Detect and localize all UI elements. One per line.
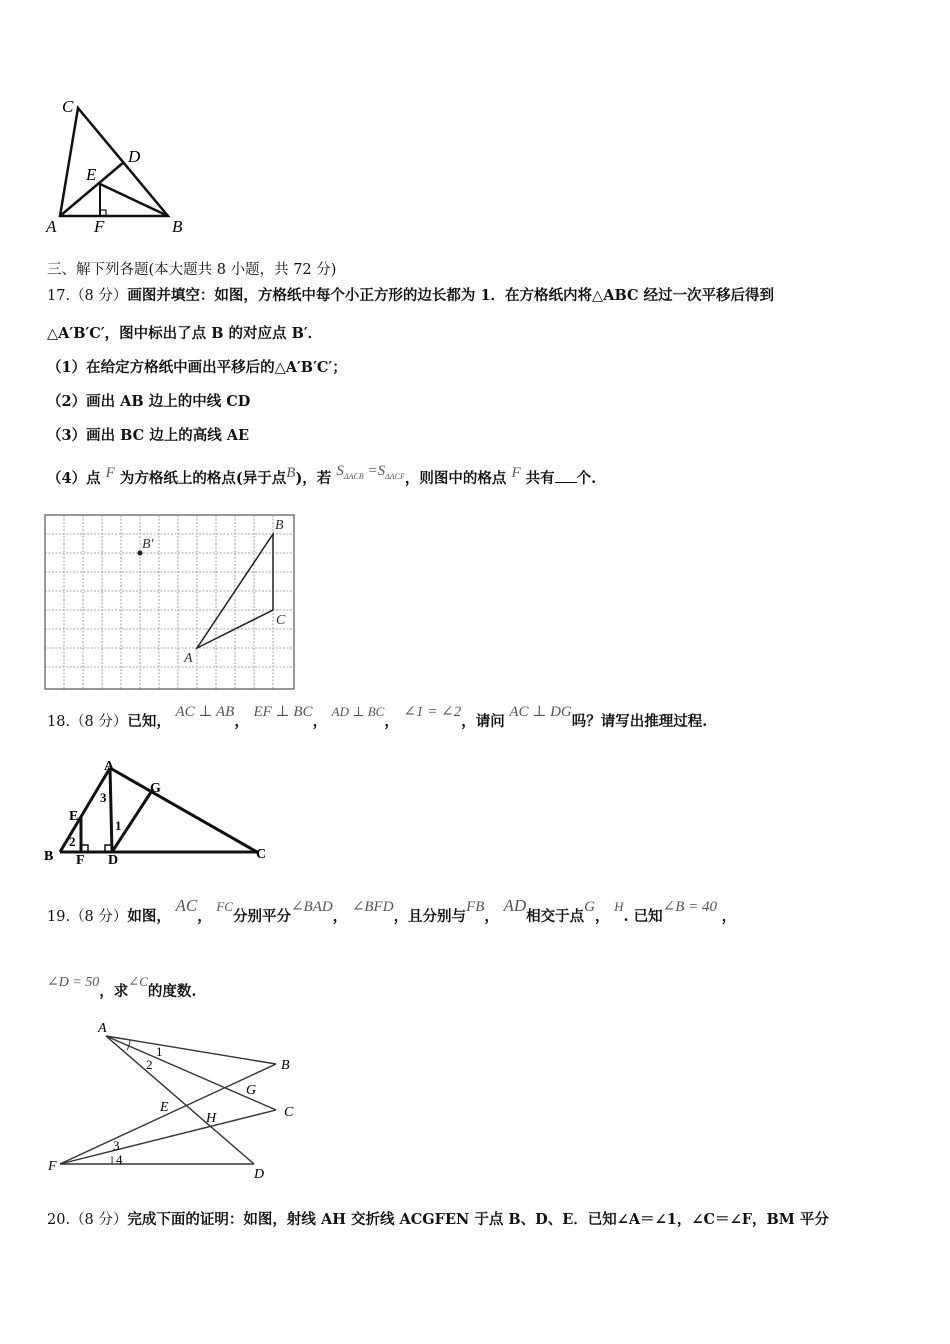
q18-label-C: C [256, 847, 267, 862]
q19-label-C: C [284, 1105, 294, 1120]
q19-text-7: 的度数. [147, 983, 197, 1000]
q19-math-H: H [614, 899, 624, 914]
q20-number: 20. [47, 1212, 71, 1228]
q17-sub4-part-f: 个. [576, 470, 597, 487]
q17-sub4-part-b: 为方格纸上的格点(异于点 [119, 470, 287, 487]
q18-label-B: B [44, 849, 54, 864]
q19-sep-4: ， [595, 908, 610, 925]
q18-label-2: 2 [69, 834, 76, 849]
q19-math-AD: AD [503, 896, 527, 915]
q18-text-3: 吗？请写出推理过程. [571, 713, 708, 730]
q18-math-5: AC ⊥ DG [509, 704, 572, 720]
q17-sub4-point-F2: F [511, 465, 521, 481]
q19-text-2: 分别平分 [232, 908, 291, 925]
q19-math-AC: AC [175, 896, 198, 915]
q18-label-E: E [69, 809, 79, 824]
q19-label-1: 1 [156, 1044, 163, 1059]
q19-math-G: G [584, 899, 596, 915]
grid-label-C: C [276, 613, 286, 628]
q19-math-angle-B: ∠B = 40 [662, 899, 717, 915]
q17-sub1: （1）在给定方格纸中画出平移后的△A′B′C′； [47, 359, 347, 376]
q17-area-S1: S [336, 463, 344, 479]
grid-label-B: B [275, 518, 284, 533]
section-title: 三、解下列各题(本大题共 8 小题，共 72 分) [47, 262, 337, 278]
q18-label-3: 3 [100, 790, 107, 805]
q19-label-4: 4 [116, 1152, 123, 1167]
q18-label-A: A [104, 759, 115, 774]
q17-area-S2: S [377, 463, 386, 479]
q19-sep-2: ， [332, 908, 348, 925]
q19-math-angle-D: ∠D = 50 [47, 975, 100, 990]
q20-text: 完成下面的证明：如图，射线 AH 交折线 ACGFEN 于点 B、D、E．已知∠A＝∠1，∠C＝∠F，BM 平分 [127, 1211, 829, 1228]
q18-figure [42, 756, 272, 868]
q17-text-line1: 画图并填空：如图，方格纸中每个小正方形的边长都为 1．在方格纸内将△ABC 经过一次平移后得到 [127, 287, 775, 304]
q19-label-A: A [98, 1021, 107, 1036]
q19-sep-3: ， [484, 908, 499, 925]
q17-area-eq: = [367, 463, 378, 479]
q18-number: 18. [47, 714, 71, 730]
q19-label-G: G [246, 1083, 257, 1098]
q19-points: （8 分） [70, 909, 128, 925]
q17-area-S2-sub: ΔACF [385, 472, 405, 481]
q18-math-4: ∠1 = ∠2 [403, 704, 462, 720]
q19-text-1: 如图， [127, 908, 171, 925]
q20-points: （8 分） [70, 1212, 128, 1228]
q19-sep-5: ， [721, 908, 737, 925]
top-label-B: B [172, 217, 183, 236]
q17-area-S1-sub: ΔACB [343, 472, 364, 481]
q17-sub4-part-a: （4）点 [47, 470, 101, 487]
q19-label-H: H [206, 1111, 217, 1126]
q17-number: 17. [47, 288, 71, 304]
q18-math-3: AD ⊥ BC [331, 704, 385, 719]
grid-label-Bprime: B′ [142, 537, 154, 552]
q19-sep-1: ， [197, 908, 212, 925]
q18-line [47, 704, 708, 732]
q18-points: （8 分） [70, 714, 128, 730]
q18-label-D: D [108, 853, 119, 868]
top-label-F: F [94, 217, 105, 236]
q17-area-equation [336, 463, 405, 479]
q19-math-FB: FB [466, 899, 485, 915]
top-label-A: A [46, 217, 57, 236]
q17-sub4-point-F: F [105, 465, 115, 481]
q19-text-4: 相交于点 [526, 908, 585, 925]
q18-text-1: 已知， [127, 713, 171, 730]
q17-sub2: （2）画出 AB 边上的中线 CD [47, 393, 251, 410]
q19-line2 [47, 974, 197, 1003]
q19-math-BFD: ∠BFD [351, 899, 394, 915]
q19-text-5: . 已知 [623, 908, 663, 925]
grid-label-A: A [184, 651, 193, 666]
q17-sub4 [47, 463, 597, 495]
q18-text-2: ，请问 [461, 713, 505, 730]
q19-number: 19. [47, 909, 71, 925]
q17-line2: △A′B′C′，图中标出了点 B 的对应点 B′． [47, 325, 323, 342]
q19-label-B: B [281, 1058, 290, 1073]
q18-label-G: G [150, 781, 161, 796]
q19-line1 [47, 896, 737, 927]
q20-line1 [47, 1210, 829, 1230]
q18-sep-2: ， [312, 713, 328, 730]
top-label-E: E [86, 165, 97, 184]
q17-points: （8 分） [70, 288, 128, 304]
q17-sub3: （3）画出 BC 边上的高线 AE [47, 427, 250, 444]
q19-math-BAD: ∠BAD [290, 899, 333, 915]
top-label-C: C [62, 97, 74, 116]
q18-label-1: 1 [115, 818, 122, 833]
q19-label-E: E [160, 1100, 169, 1115]
q18-math-1: AC ⊥ AB [175, 704, 235, 720]
q19-math-FC: FC [216, 899, 233, 914]
q19-label-F: F [48, 1159, 57, 1174]
q17-grid-figure [44, 514, 296, 692]
q19-text-6: ，求 [99, 983, 129, 1000]
q17-sub4-part-e: 共有 [525, 470, 555, 487]
q19-label-D: D [254, 1167, 265, 1182]
q19-math-angle-C: ∠C [128, 974, 148, 989]
q19-label-2: 2 [146, 1057, 153, 1072]
top-label-D: D [128, 147, 141, 166]
q17-sub4-point-B: B [286, 465, 296, 481]
top-triangle-figure [40, 92, 200, 242]
q19-label-3: 3 [113, 1138, 120, 1153]
q17-answer-blank[interactable] [555, 468, 577, 483]
q18-math-2: EF ⊥ BC [253, 704, 313, 720]
q19-text-3: ，且分别与 [393, 908, 467, 925]
q17-sub4-part-d: ，则图中的格点 [404, 470, 507, 487]
q18-label-F: F [76, 853, 85, 868]
q19-figure [44, 1018, 314, 1188]
q18-sep-1: ， [234, 713, 249, 730]
q18-sep-3: ， [384, 713, 399, 730]
q17-line1 [47, 286, 774, 306]
q17-sub4-part-c: )，若 [295, 470, 332, 487]
